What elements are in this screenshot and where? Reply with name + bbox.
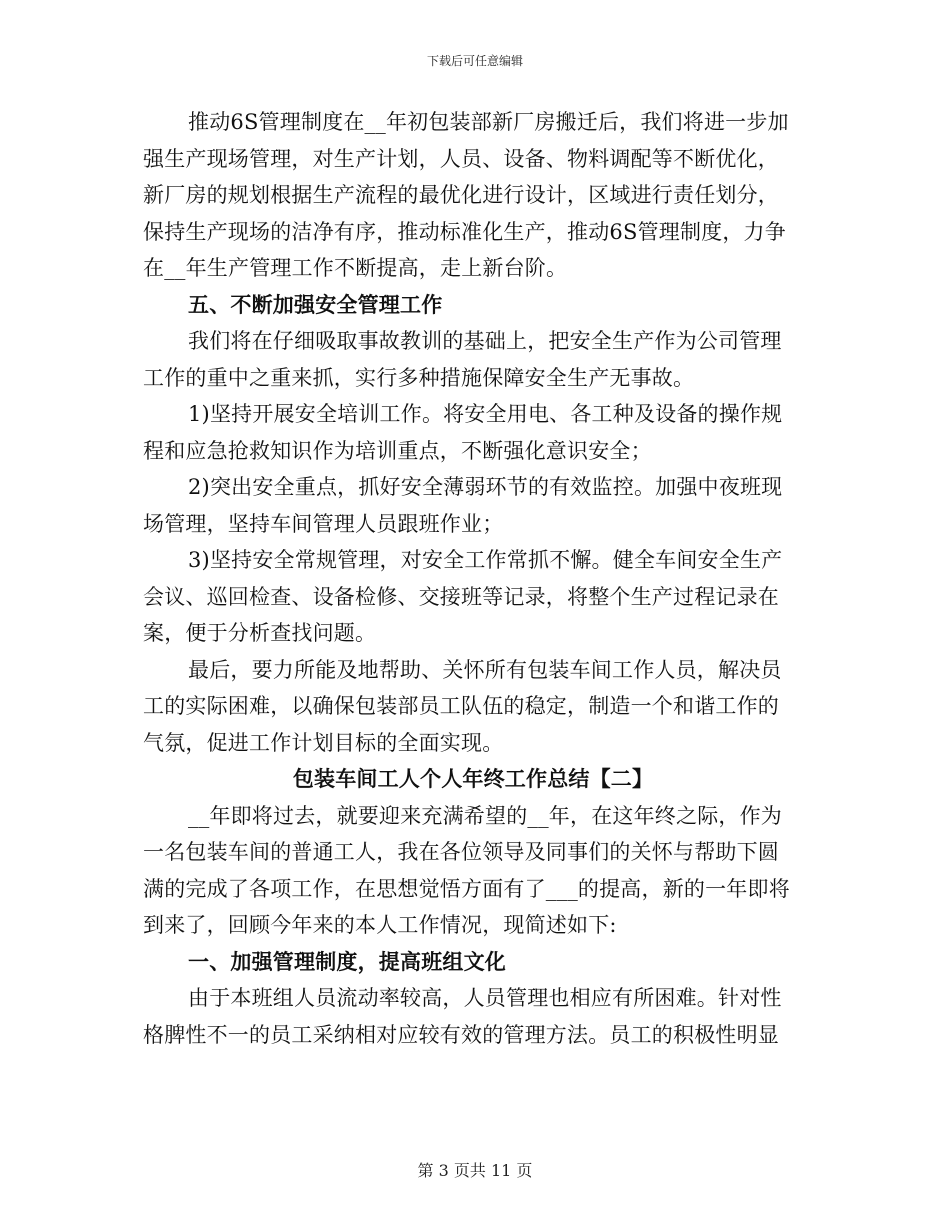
page-footer: 第 3 页共 11 页: [417, 1161, 533, 1180]
text-line: 3)坚持安全常规管理，对安全工作常抓不懈。健全车间安全生产: [188, 548, 783, 572]
text-line: 1)坚持开展安全培训工作。将安全用电、各工种及设备的操作规: [188, 402, 783, 426]
text-line: 我们将在仔细吸取事故教训的基础上，把安全生产作为公司管理: [188, 329, 782, 353]
page-header: 下载后可任意编辑: [426, 54, 523, 68]
section-heading: 五、不断加强安全管理工作: [188, 291, 443, 317]
text-line: 保持生产现场的洁净有序，推动标准化生产，推动6S管理制度，力争: [143, 219, 786, 244]
text-line: 工的实际困难，以确保包装部员工队伍的稳定，制造一个和谐工作的: [143, 694, 779, 718]
text-line: 新厂房的规划根据生产流程的最优化进行设计，区域进行责任划分，: [143, 183, 779, 207]
text-line: 格脾性不一的员工采纳相对应较有效的管理方法。员工的积极性明显: [143, 1022, 779, 1047]
section-title: 包装车间工人个人年终工作总结【二】: [292, 766, 654, 791]
text-line: 程和应急抢救知识作为培训重点，不断强化意识安全；: [143, 438, 652, 463]
text-line: __年即将过去，就要迎来充满希望的__年，在这年终之际，作为: [188, 803, 782, 828]
text-line: 会议、巡回检查、设备检修、交接班等记录，将整个生产过程记录在: [143, 584, 779, 609]
text-line: 强生产现场管理，对生产计划，人员、设备、物料调配等不断优化，: [143, 146, 779, 171]
text-line: 推动6S管理制度在__年初包装部新厂房搬迁后，我们将进一步加: [188, 110, 789, 134]
text-line: 到来了，回顾今年来的本人工作情况，现简述如下:: [143, 913, 617, 937]
text-line: 在__年生产管理工作不断提高，走上新台阶。: [143, 256, 568, 280]
text-line: 由于本班组人员流动率较高，人员管理也相应有所困难。针对性: [188, 986, 782, 1010]
document-body: [143, 104, 803, 1053]
section-heading: 一、加强管理制度，提高班组文化: [188, 948, 506, 974]
text-line: 一名包装车间的普通工人，我在各位领导及同事们的关怀与帮助下圆: [143, 840, 779, 864]
text-line: 满的完成了各项工作，在思想觉悟方面有了___的提高，新的一年即将: [143, 876, 790, 901]
text-line: 案，便于分析查找问题。: [143, 621, 377, 645]
text-line: 2)突出安全重点，抓好安全薄弱环节的有效监控。加强中夜班现: [188, 475, 783, 499]
text-line: 工作的重中之重来抓，实行多种措施保障安全生产无事故。: [143, 365, 695, 390]
text-line: 气氛，促进工作计划目标的全面实现。: [143, 730, 504, 755]
text-line: 最后，要力所能及地帮助、关怀所有包装车间工作人员，解决员: [188, 657, 782, 682]
text-line: 场管理，坚持车间管理人员跟班作业；: [143, 511, 504, 536]
